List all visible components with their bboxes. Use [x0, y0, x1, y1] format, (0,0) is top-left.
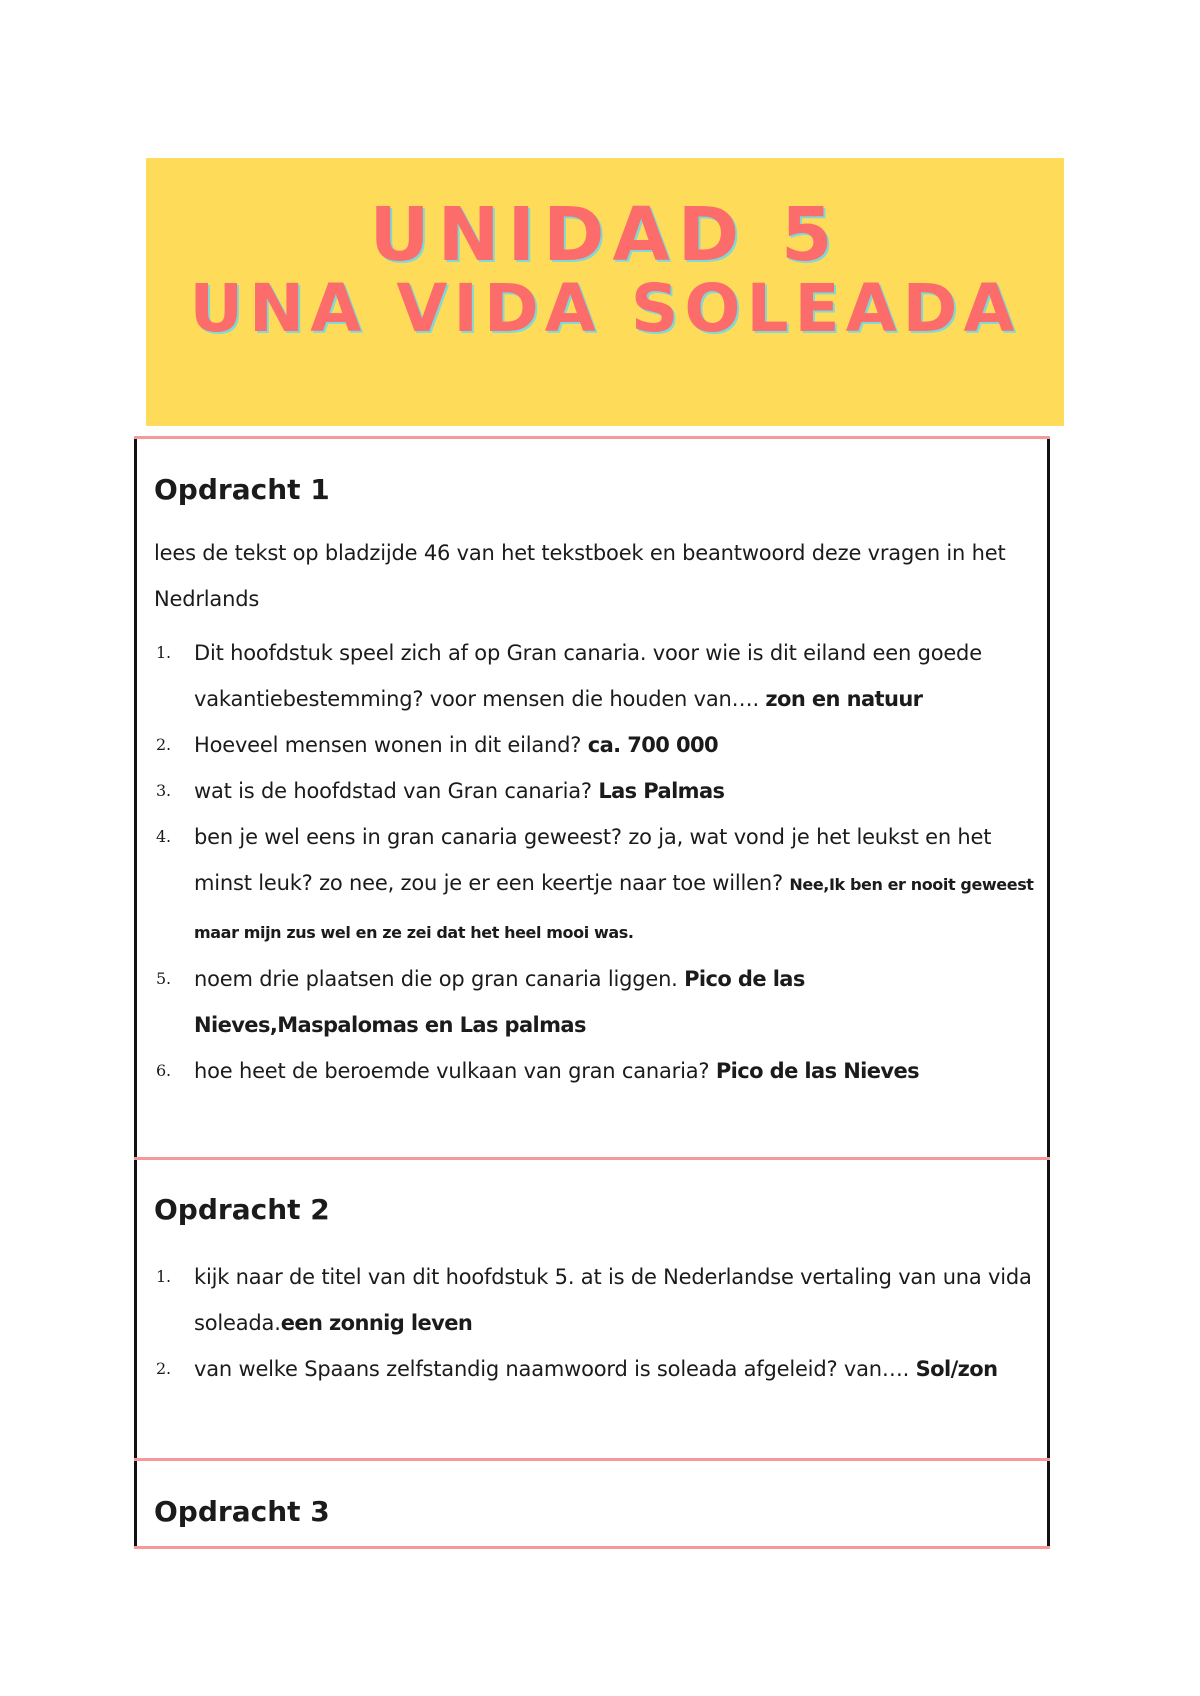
item-number: 2. — [156, 1359, 171, 1378]
answer-text: zon en natuur — [765, 687, 923, 711]
instructions: lees de tekst op bladzijde 46 van het tekstboek en beantwoord deze vragen in het Nedrlands — [154, 541, 1006, 611]
answer-text: Pico de las Nieves — [715, 1059, 920, 1083]
question-list — [154, 1254, 1034, 1392]
divider-top — [134, 436, 1050, 439]
question-text: van welke Spaans zelfstandig naamwoord is soleada afgeleid? van…. — [194, 1357, 916, 1381]
section-opdracht-2 — [154, 1190, 1034, 1392]
question-item — [154, 814, 1034, 956]
section-opdracht-1 — [154, 470, 1034, 1094]
question-text: kijk naar de titel van dit hoofdstuk 5. at is de Nederlandse vertaling van una vida soleada. — [194, 1265, 1032, 1335]
item-number: 4. — [156, 827, 171, 846]
unit-subtitle: UNA VIDA SOLEADA — [189, 270, 1021, 347]
question-text: Hoeveel mensen wonen in dit eiland? — [194, 733, 588, 757]
question-list — [154, 630, 1034, 1094]
section-opdracht-3 — [154, 1492, 1034, 1532]
question-text: noem drie plaatsen die op gran canaria liggen. — [194, 967, 685, 991]
answer-text: Las Palmas — [598, 779, 725, 803]
unit-title: UNIDAD 5 — [369, 192, 841, 278]
question-item — [154, 722, 1034, 768]
answer-text: een zonnig leven — [280, 1311, 473, 1335]
section-title: Opdracht 2 — [154, 1193, 330, 1226]
title-banner — [146, 158, 1064, 426]
answer-text: Pico de las Nieves,Maspalomas en Las palmas — [194, 967, 805, 1037]
question-item — [154, 1048, 1034, 1094]
item-number: 6. — [156, 1061, 171, 1080]
question-text: Dit hoofdstuk speel zich af op Gran canaria. voor wie is dit eiland een goede vakantiebestemming? voor mensen die houden van…. — [194, 641, 982, 711]
item-number: 1. — [156, 643, 171, 662]
question-item — [154, 1254, 1034, 1346]
divider-1 — [134, 1157, 1050, 1160]
item-number: 5. — [156, 969, 171, 988]
item-number: 3. — [156, 781, 171, 800]
item-number: 2. — [156, 735, 171, 754]
question-text: ben je wel eens in gran canaria geweest? zo ja, wat vond je het leukst en het minst leuk? zo nee, zou je er een keertje naar toe willen? — [194, 825, 992, 895]
question-item — [154, 630, 1034, 722]
answer-text: Nee,Ik ben er nooit geweest maar mijn zus wel en ze zei dat het heel mooi was. — [194, 875, 1034, 942]
question-text: wat is de hoofdstad van Gran canaria? — [194, 779, 599, 803]
section-title: Opdracht 1 — [154, 473, 330, 506]
question-item — [154, 768, 1034, 814]
question-item — [154, 1346, 1034, 1392]
question-item — [154, 956, 1034, 1048]
divider-bottom — [134, 1546, 1050, 1549]
item-number: 1. — [156, 1267, 171, 1286]
divider-2 — [134, 1458, 1050, 1461]
section-title: Opdracht 3 — [154, 1495, 330, 1528]
answer-text: ca. 700 000 — [587, 733, 719, 757]
question-text: hoe heet de beroemde vulkaan van gran canaria? — [194, 1059, 716, 1083]
answer-text: Sol/zon — [915, 1357, 998, 1381]
